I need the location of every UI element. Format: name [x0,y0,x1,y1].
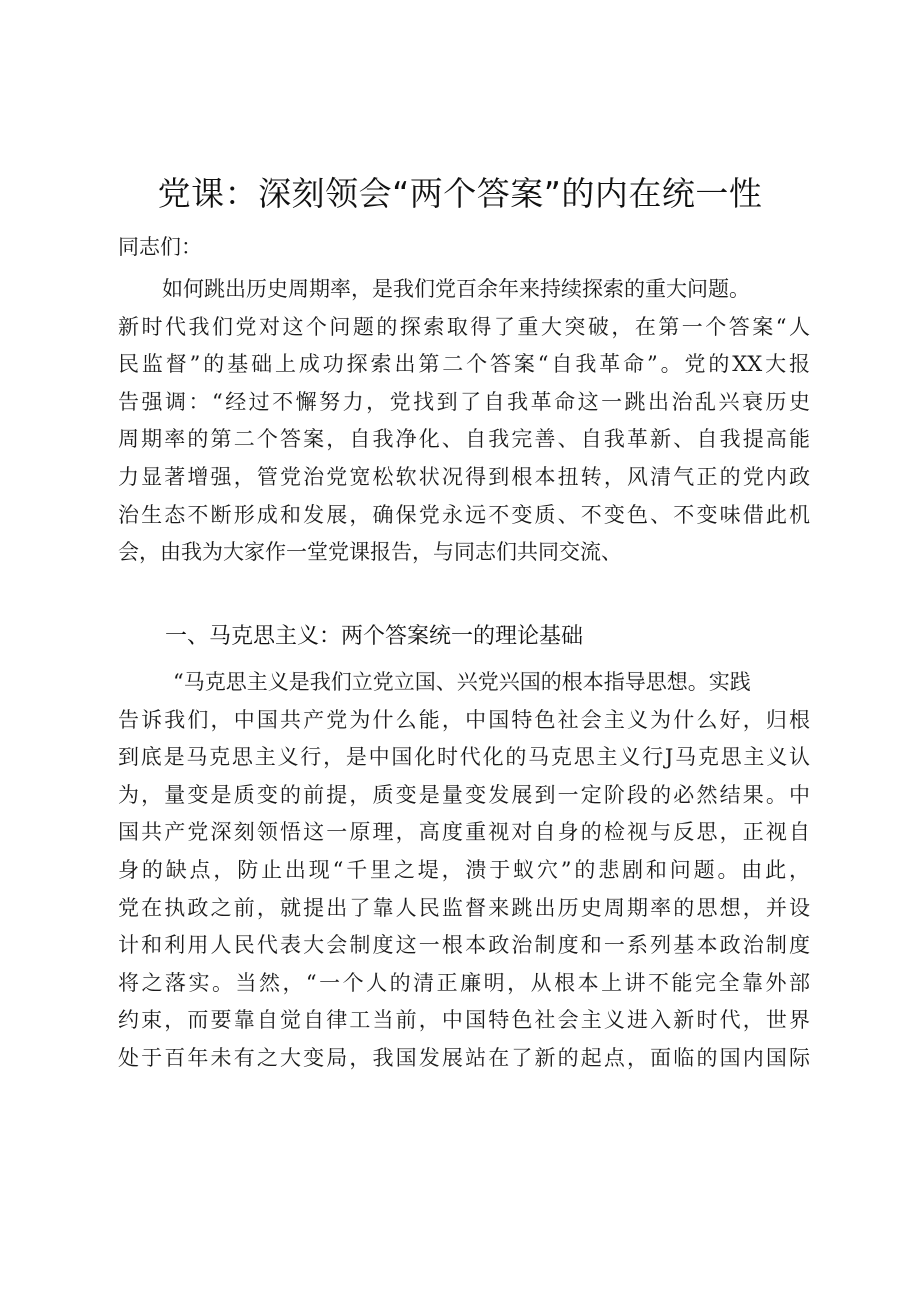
paragraph-line: 计和利用人民代表大会制度这一根本政治制度和一系列基本政治制度 [118,933,810,958]
paragraph-line: 治生态不断形成和发展，确保党永远不变质、不变色、不变味借此机 [118,502,810,527]
paragraph-line: 将之落实。当然，“一个人的清正廉明，从根本上讲不能完全靠外部 [118,970,810,995]
paragraph-line: 为，量变是质变的前提，质变是量变发展到一定阶段的必然结果。中 [118,782,810,807]
paragraph-line: 会，由我为大家作一堂党课报告，与同志们共同交流、 [118,540,622,565]
paragraph-line: 告强调：“经过不懈努力，党找到了自我革命这一跳出治乱兴衰历史 [118,389,810,414]
paragraph-line: 如何跳出历史周期率，是我们党百余年来持续探索的重大问题。 [162,277,750,301]
paragraph-line: 告诉我们，中国共产党为什么能，中国特色社会主义为什么好，归根 [118,707,810,732]
paragraph-line: 身的缺点，防止出现“千里之堤，溃于蚁穴”的悲剧和问题。由此， [118,857,810,882]
paragraph-line: 新时代我们党对这个问题的探索取得了重大突破，在第一个答案“人 [118,314,810,339]
paragraph-line: 周期率的第二个答案，自我净化、自我完善、自我革新、自我提高能 [118,427,810,452]
paragraph-line: 到底是马克思主义行，是中国化时代化的马克思主义行J马克思主义认 [118,745,810,770]
paragraph-line: 力显著增强，管党治党宽松软状况得到根本扭转，风清气正的党内政 [118,464,810,489]
document-title: 党课：深刻领会“两个答案”的内在统一性 [157,174,763,213]
paragraph-line: 民监督”的基础上成功探索出第二个答案“自我革命”。党的XX大报 [118,352,810,377]
paragraph-line: 党在执政之前，就提出了靠人民监督来跳出历史周期率的思想，并设 [118,895,810,920]
section-heading: 一、马克思主义：两个答案统一的理论基础 [165,624,584,649]
paragraph-line: 国共产党深刻领悟这一原理，高度重视对自身的检视与反思，正视自 [118,820,810,845]
salutation: 同志们： [118,235,202,259]
paragraph-line: 约束，而要靠自觉自律工当前，中国特色社会主义进入新时代，世界 [118,1008,810,1033]
intro-paragraph [118,271,810,572]
paragraph-line: 处于百年未有之大变局，我国发展站在了新的起点，面临的国内国际 [118,1045,810,1070]
section1-paragraph [118,664,810,1078]
paragraph-line: “马克思主义是我们立党立国、兴党兴国的根本指导思想。实践 [173,670,751,694]
